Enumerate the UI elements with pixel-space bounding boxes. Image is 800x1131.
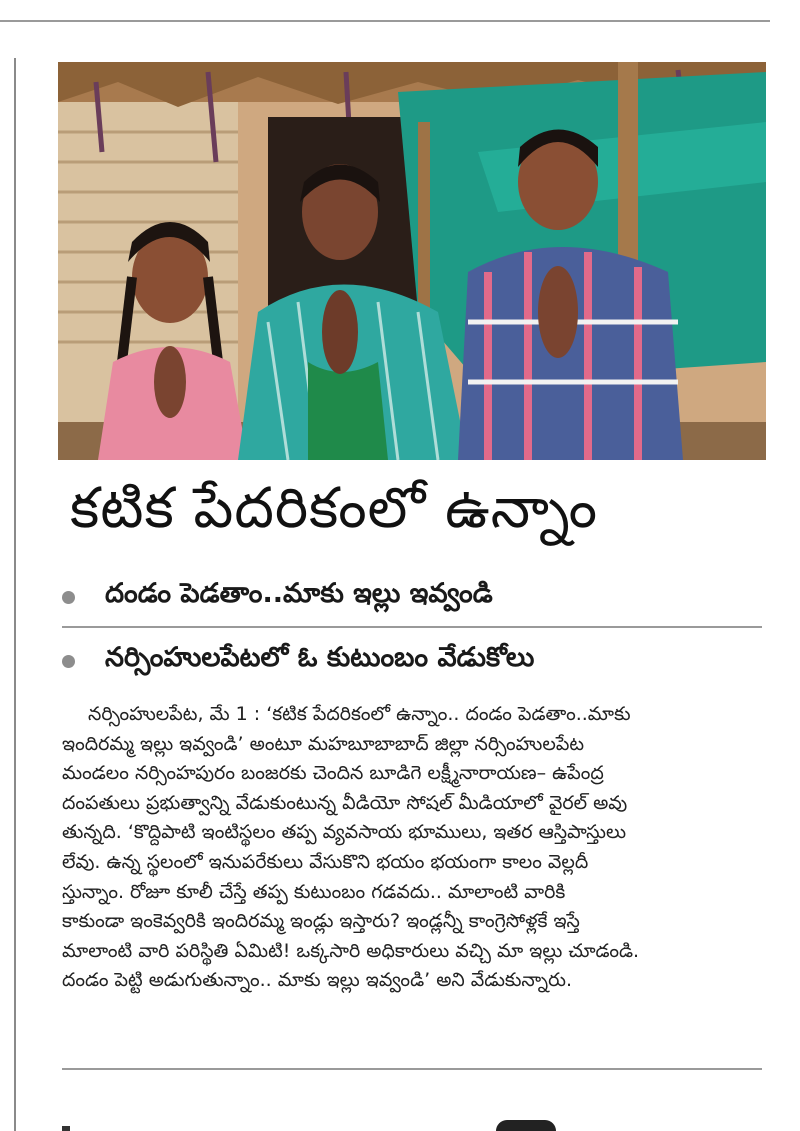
headline: కటిక పేదరికంలో ఉన్నాం [70,476,599,541]
body-line: మండలం నర్సింహపురం బంజరకు చెందిన బూడిగె లక్ష్మీనారాయణ– ఉపేంద్ర [62,762,604,785]
subheading-2-text: నర్సింహులపేటలో ఓ కుటుంబం వేడుకోలు [105,642,535,673]
subheading-1-text: దండం పెడతాం..మాకు ఇల్లు ఇవ్వండి [105,578,493,609]
bullet-icon [62,655,75,668]
body-line: ఇందిరమ్మ ఇల్లు ఇవ్వండి’ అంటూ మహబూబాబాద్ జిల్లా నర్సింహులపేట [62,732,584,755]
next-article-cutoff [62,1116,762,1131]
body-line: దండం పెట్టి అడుగుతున్నాం.. మాకు ఇల్లు ఇవ్వండి’ అని వేడుకున్నారు. [62,969,572,992]
body-line: తున్నది. ‘కొద్దిపాటి ఇంటిస్థలం తప్ప వ్యవసాయ భూములు, ఇతర ఆస్తిపాస్తులు [62,821,627,844]
body-line: నర్సింహులపేట, మే 1 : ‘కటిక పేదరికంలో ఉన్నాం.. దండం పెడతాం..మాకు [88,703,631,725]
body-line: మాలాంటి వారి పరిస్థితి ఏమిటి! ఒక్కసారి అధికారులు వచ్చి మా ఇల్లు చూడండి. [62,939,640,962]
bullet-icon [62,591,75,604]
body-line: లేవు. ఉన్న స్థలంలో ఇనుపరేకులు వేసుకొని భయం భయంగా కాలం వెల్లదీ [62,850,589,873]
bottom-divider [62,1068,762,1070]
cutoff-mark [62,1126,70,1131]
subheading-1 [62,576,762,618]
body-line: దంపతులు ప్రభుత్వాన్ని వేడుకుంటున్న వీడియో సోషల్ మీడియాలో వైరల్ అవు [62,791,628,814]
left-column-divider [14,58,16,1131]
cutoff-mark [496,1120,556,1131]
subheading-divider [62,626,762,628]
article-body [62,700,762,996]
news-photo-family-praying [58,62,766,460]
subheading-2 [62,640,762,682]
body-line: స్తున్నాం. రోజూ కూలీ చేస్తే తప్ప కుటుంబం గడవదు.. మాలాంటి వారికి [62,880,566,903]
body-line: కాకుండా ఇంకెవ్వరికి ఇందిరమ్మ ఇండ్లు ఇస్తారు? ఇండ్లన్నీ కాంగ్రెసోళ్లకే ఇస్తే [62,910,580,933]
top-divider [0,20,770,22]
